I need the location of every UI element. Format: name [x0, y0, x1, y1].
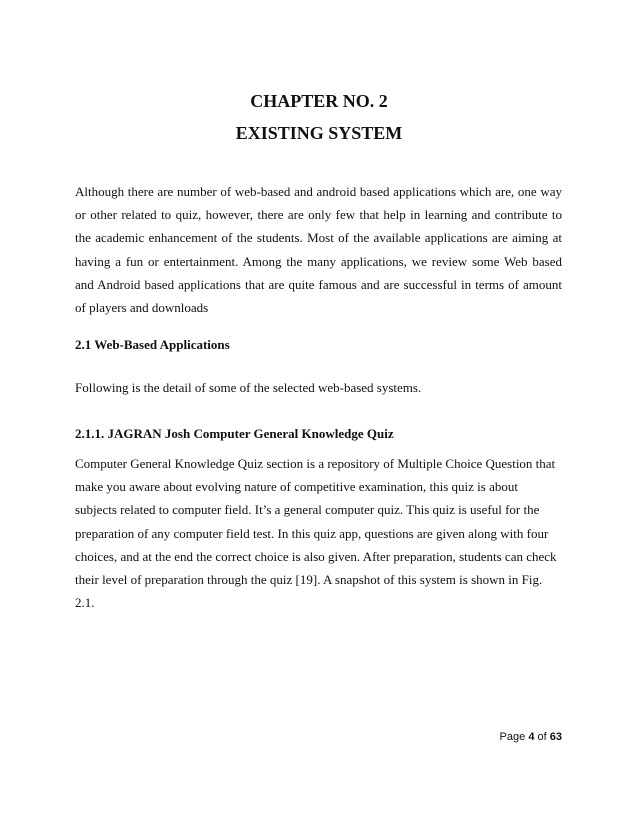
section-2-1-paragraph: Following is the detail of some of the selected web-based systems. — [75, 380, 422, 395]
section-heading-2-1-1: 2.1.1. JAGRAN Josh Computer General Knowledge Quiz — [75, 426, 394, 441]
of-label: of — [537, 731, 547, 743]
total-pages-number: 63 — [549, 731, 562, 743]
intro-paragraph: Although there are number of web-based and android based applications which are, one way or other related to quiz, however, there are only few that help in learning and contribute to the academic enhancement of the students. Most of the available applications are aiming at having a fun or entertainment. Among the many applications, we review some Web based and Android based applications that are quite famous and are successful in terms of amount of players and downloads — [75, 184, 562, 316]
section-heading-2-1: 2.1 Web-Based Applications — [75, 337, 230, 352]
page-number-footer — [0, 731, 562, 743]
page-label: Page — [499, 731, 526, 743]
section-2-1-1-paragraph: Computer General Knowledge Quiz section is a repository of Multiple Choice Question that make you aware about evolving nature of competitive examination, this quiz is about subjects related to computer field. It’s a general computer quiz. This quiz is useful for the preparation of any computer field test. In this quiz app, questions are given along with four choices, and at the end the correct choice is also given. After preparation, students can check their level of preparation through the quiz [19]. A snapshot of this system is shown in Fig. 2.1. — [75, 456, 557, 611]
chapter-number: CHAPTER NO. 2 — [250, 91, 388, 111]
current-page-number: 4 — [528, 731, 535, 743]
chapter-title: EXISTING SYSTEM — [235, 123, 403, 143]
